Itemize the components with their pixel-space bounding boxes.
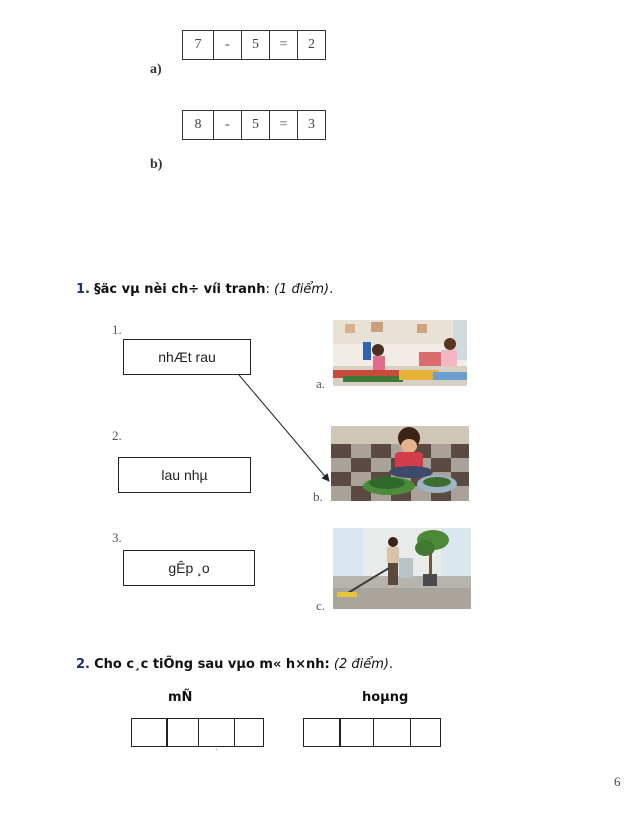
model-1-box-1[interactable]: [132, 719, 167, 746]
word-model-2: [303, 718, 441, 747]
section-1-number: 1.: [76, 282, 90, 297]
small-mark: .: [215, 742, 218, 753]
equation-a-label: a): [150, 62, 162, 77]
section-1-score: (1 điểm): [273, 282, 330, 297]
eq-a-cell-3: 5: [242, 31, 270, 59]
section-1-title: §äc vµ nèi ch÷ víi tranh: [94, 282, 266, 297]
section-1-colon: :: [265, 282, 270, 297]
word-box-3[interactable]: gÊp ¸o: [123, 550, 255, 586]
section-2-number: 2.: [76, 657, 90, 672]
equation-b-label: b): [150, 157, 163, 172]
section-2-score: (2 điểm): [333, 657, 389, 672]
model-2-box-1[interactable]: [304, 719, 340, 746]
section-2-heading: [76, 657, 393, 672]
eq-b-cell-1: 8: [183, 111, 214, 139]
eq-b-cell-4: =: [270, 111, 298, 139]
section-2-title: Cho c¸c tiÕng sau vµo m« h×nh:: [94, 657, 330, 672]
section-1-period: .: [329, 282, 334, 297]
model-1-box-4[interactable]: [235, 719, 263, 746]
word-box-1[interactable]: nhÆt rau: [123, 339, 251, 375]
picture-b-letter: b.: [313, 489, 323, 504]
model-2-box-2[interactable]: [340, 719, 374, 746]
item-2-number: 2.: [112, 428, 122, 443]
eq-b-cell-3: 5: [242, 111, 270, 139]
word-model-1: [131, 718, 264, 747]
eq-b-cell-2: -: [214, 111, 242, 139]
model-2-box-4[interactable]: [411, 719, 440, 746]
eq-a-cell-5: 2: [308, 37, 315, 52]
item-1-number: 1.: [112, 322, 122, 337]
word-box-2[interactable]: lau nhµ: [118, 457, 251, 493]
section-2-period: .: [388, 657, 394, 672]
eq-a-cell-2: -: [214, 31, 242, 59]
model-1-box-2[interactable]: [167, 719, 199, 746]
model-2-box-3[interactable]: [374, 719, 411, 746]
word-label-2: hoµng: [362, 690, 409, 705]
page-number: 6: [614, 774, 621, 789]
picture-c-letter: c.: [316, 598, 326, 613]
picture-a-letter: a.: [316, 376, 326, 391]
word-label-1: mÑ: [168, 690, 193, 705]
item-3-number: 3.: [112, 530, 122, 545]
eq-a-cell-4: =: [270, 31, 298, 59]
eq-b-cell-5: 3: [308, 117, 315, 132]
eq-a-cell-1: 7: [183, 31, 214, 59]
